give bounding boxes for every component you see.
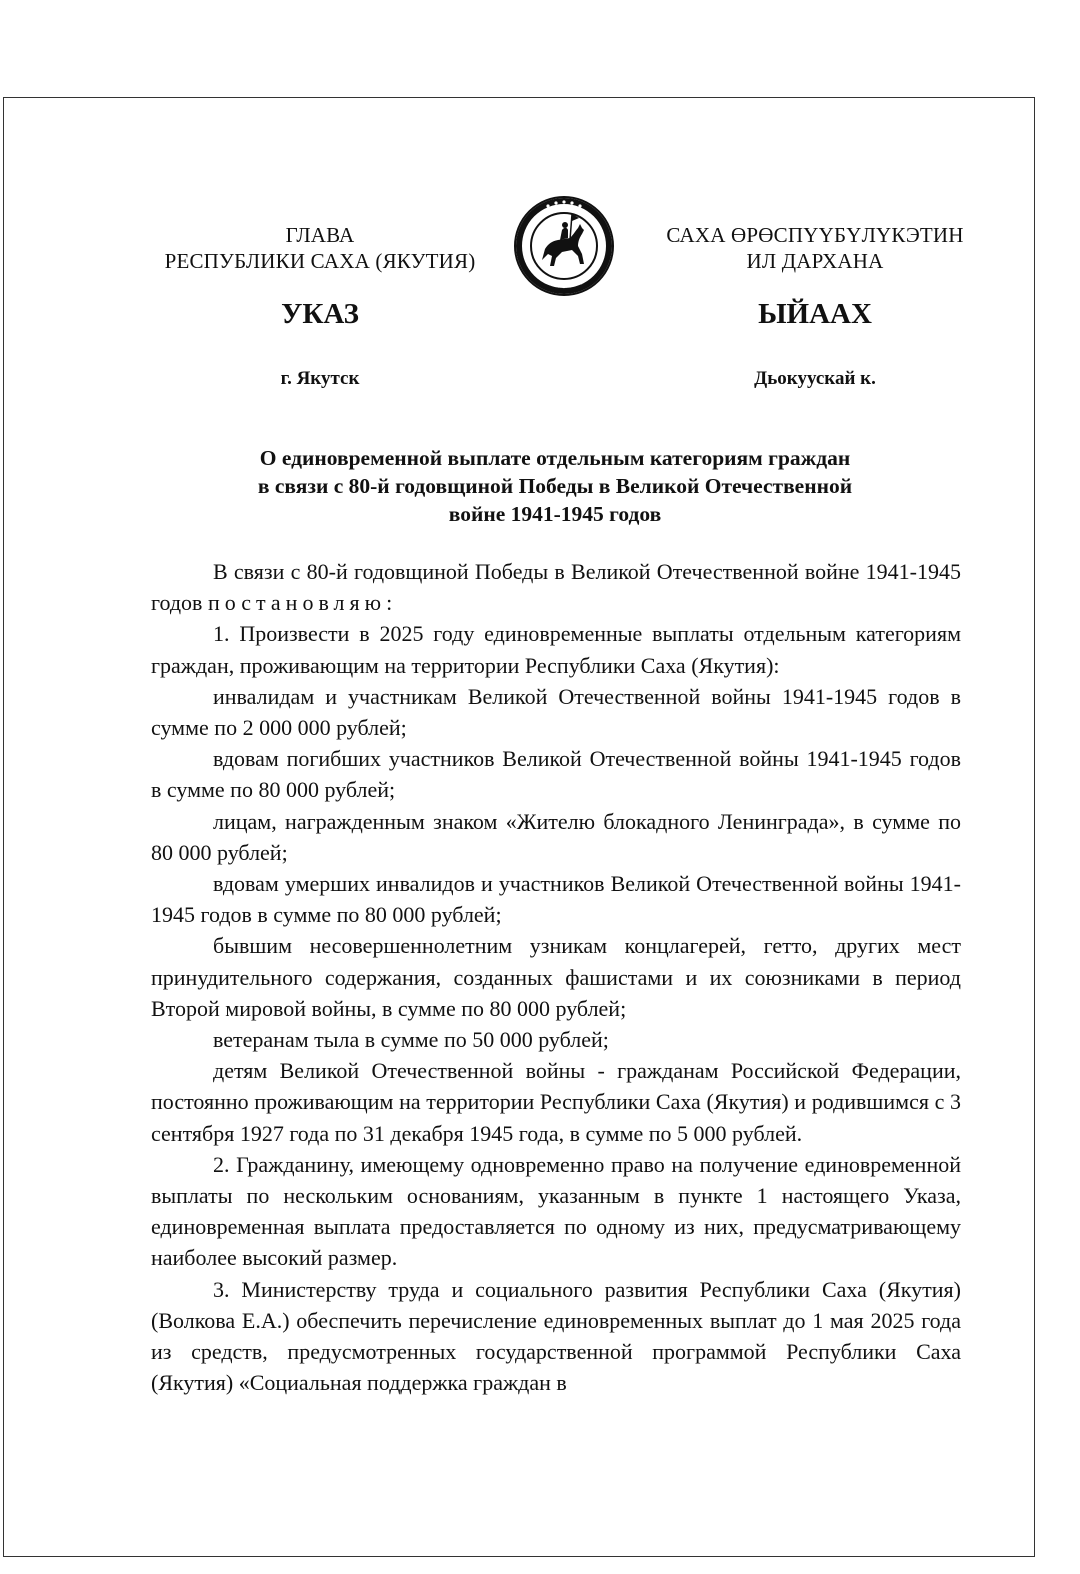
document-body — [151, 556, 961, 1398]
title-line2: в связи с 80-й годовщиной Победы в Великой Отечественной — [257, 474, 853, 498]
issuer-sah-line2: ИЛ ДАРХАНА — [746, 249, 884, 273]
republic-emblem-icon — [512, 194, 616, 298]
issuer-sah — [650, 222, 980, 274]
preamble-text: В связи с 80-й годовщиной Победы в Великой Отечественной войне 1941-1945 годов — [151, 559, 961, 616]
issuer-ru-line2: РЕСПУБЛИКИ САХА (ЯКУТИЯ) — [164, 249, 476, 273]
title-line1: О единовременной выплате отдельным категориям граждан — [259, 446, 851, 470]
issuer-ru — [150, 222, 490, 274]
paragraph-war-children: детям Великой Отечественной войны - гражданам Российской Федерации, постоянно проживающим на территории Республики Саха (Якутия) и родившимся с 3 сентября 1927 года по 31 декабря 1945 года, в сумме по 5 000 рублей. — [151, 1058, 961, 1146]
paragraph-prisoners: бывшим несовершеннолетним узникам концлагерей, гетто, других мест принудительного содержания, созданных фашистами и их союзниками в период Второй мировой войны, в сумме по 80 000 рублей; — [151, 933, 961, 1021]
title-line3: войне 1941-1945 годов — [448, 502, 662, 526]
paragraph-item-3: 3. Министерству труда и социального развития Республики Саха (Якутия) (Волкова Е.А.) обеспечить перечисление единовременных выплат до 1 мая 2025 года из средств, предусмотренных государственной программой Республики Саха (Якутия) «Социальная поддержка граждан в — [151, 1276, 961, 1396]
preamble-resolve-word: постановляю — [207, 590, 387, 616]
paragraph-widows-fallen: вдовам погибших участников Великой Отечественной войны 1941-1945 годов в сумме по 80 000 рублей; — [151, 746, 961, 803]
preamble-colon: : — [386, 590, 393, 616]
document-title — [150, 444, 960, 528]
issuer-ru-line1: ГЛАВА — [285, 223, 355, 247]
city-ru: г. Якутск — [280, 368, 360, 389]
paragraph-invalids: инвалидам и участникам Великой Отечественной войны 1941-1945 годов в сумме по 2 000 000 рублей; — [151, 683, 961, 741]
city-sah: Дьокуускай к. — [754, 368, 876, 389]
paragraph-preamble — [151, 556, 961, 618]
issuer-sah-line1: САХА ӨРӨСПҮҮБҮЛҮКЭТИН — [666, 223, 964, 247]
paragraph-leningrad-siege: лицам, награжденным знаком «Жителю блокадного Ленинграда», в сумме по 80 000 рублей; — [151, 808, 961, 865]
doc-type-sah: ЫЙААХ — [758, 298, 872, 330]
paragraph-item-1: 1. Произвести в 2025 году единовременные выплаты отдельным категориям граждан, проживающим на территории Республики Саха (Якутия): — [151, 621, 961, 678]
emblem-seal-text: РЕСПУБЛИКА САХА (ЯКУТИЯ) — [525, 260, 603, 291]
paragraph-widows-deceased: вдовам умерших инвалидов и участников Великой Отечественной войны 1941-1945 годов в сумме по 80 000 рублей; — [151, 871, 961, 928]
paragraph-home-front: ветеранам тыла в сумме по 50 000 рублей; — [213, 1027, 609, 1053]
doc-type-ru: УКАЗ — [281, 298, 359, 330]
paragraph-item-2: 2. Гражданину, имеющему одновременно право на получение единовременной выплаты по нескольким основаниям, указанным в пункте 1 настоящего Указа, единовременная выплата предоставляется по одному из них, предусматривающему наиболее высокий размер. — [151, 1151, 961, 1271]
